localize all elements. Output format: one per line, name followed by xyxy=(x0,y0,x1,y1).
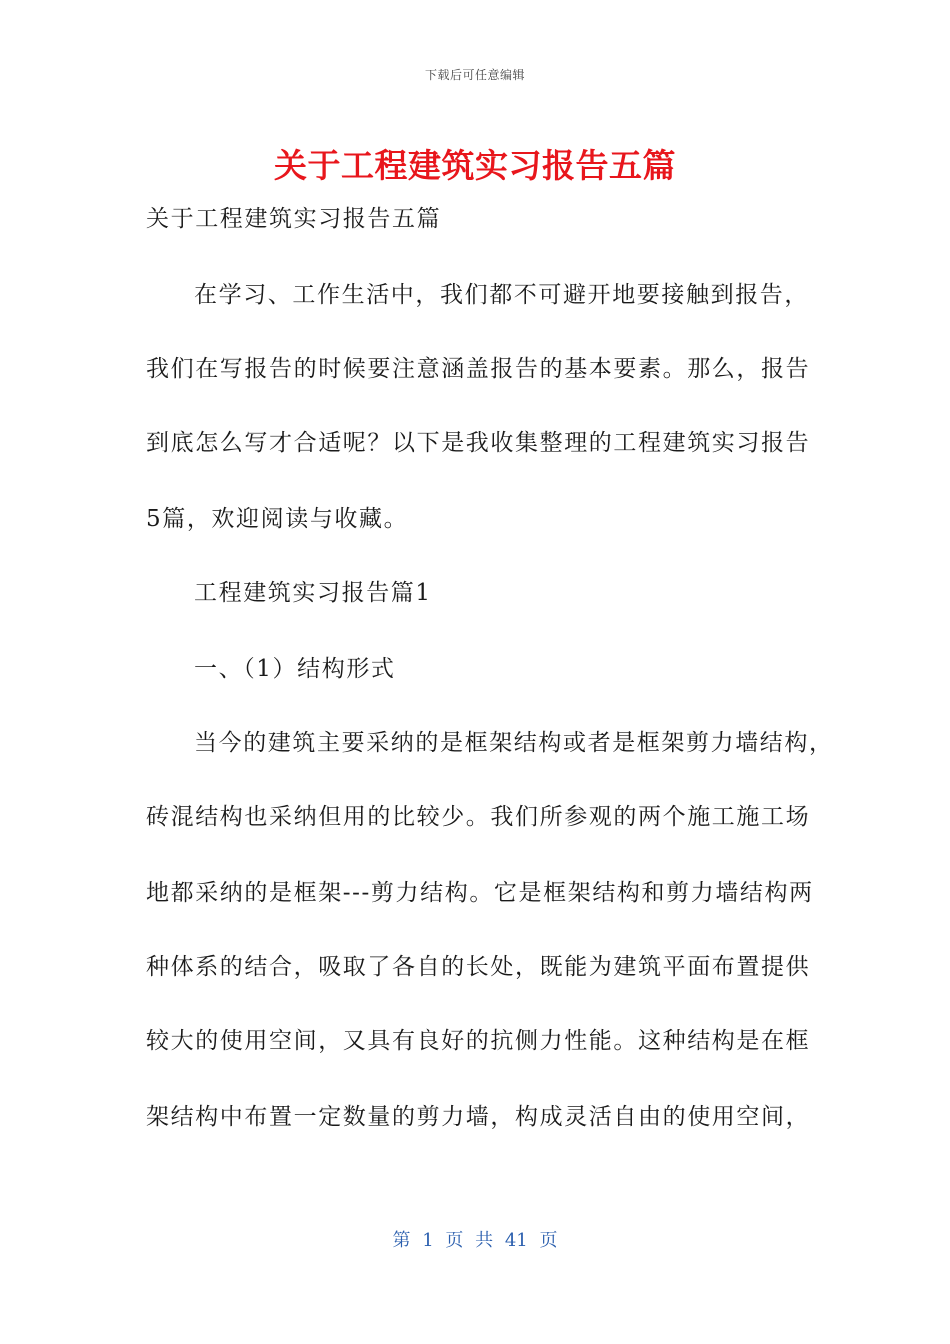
document-title: 关于工程建筑实习报告五篇 xyxy=(274,146,676,185)
page-number-footer: 第 1 页 共 41 页 xyxy=(392,1230,558,1251)
paragraph-line: 在学习、工作生活中，我们都不可避开地要接触到报告， xyxy=(194,282,809,308)
paragraph-line: 地都采纳的是框架---剪力结构。它是框架结构和剪力墙结构两 xyxy=(146,880,814,906)
header-note: 下载后可任意编辑 xyxy=(424,68,525,82)
paragraph-line: 我们在写报告的时候要注意涵盖报告的基本要素。那么，报告 xyxy=(146,356,811,382)
paragraph-line: 较大的使用空间，又具有良好的抗侧力性能。这种结构是在框 xyxy=(146,1028,811,1054)
subsection-heading: 一、（1）结构形式 xyxy=(194,656,396,682)
paragraph-line: 砖混结构也采纳但用的比较少。我们所参观的两个施工施工场 xyxy=(146,804,811,830)
paragraph-line: 当今的建筑主要采纳的是框架结构或者是框架剪力墙结构， xyxy=(194,730,834,756)
paragraph-line: 5篇，欢迎阅读与收藏。 xyxy=(146,506,409,532)
subtitle-line: 关于工程建筑实习报告五篇 xyxy=(146,206,442,232)
paragraph-line: 种体系的结合，吸取了各自的长处，既能为建筑平面布置提供 xyxy=(146,954,811,980)
section-heading: 工程建筑实习报告篇1 xyxy=(194,580,432,606)
paragraph-line: 到底怎么写才合适呢？以下是我收集整理的工程建筑实习报告 xyxy=(146,430,811,456)
paragraph-line: 架结构中布置一定数量的剪力墙，构成灵活自由的使用空间， xyxy=(146,1104,811,1130)
